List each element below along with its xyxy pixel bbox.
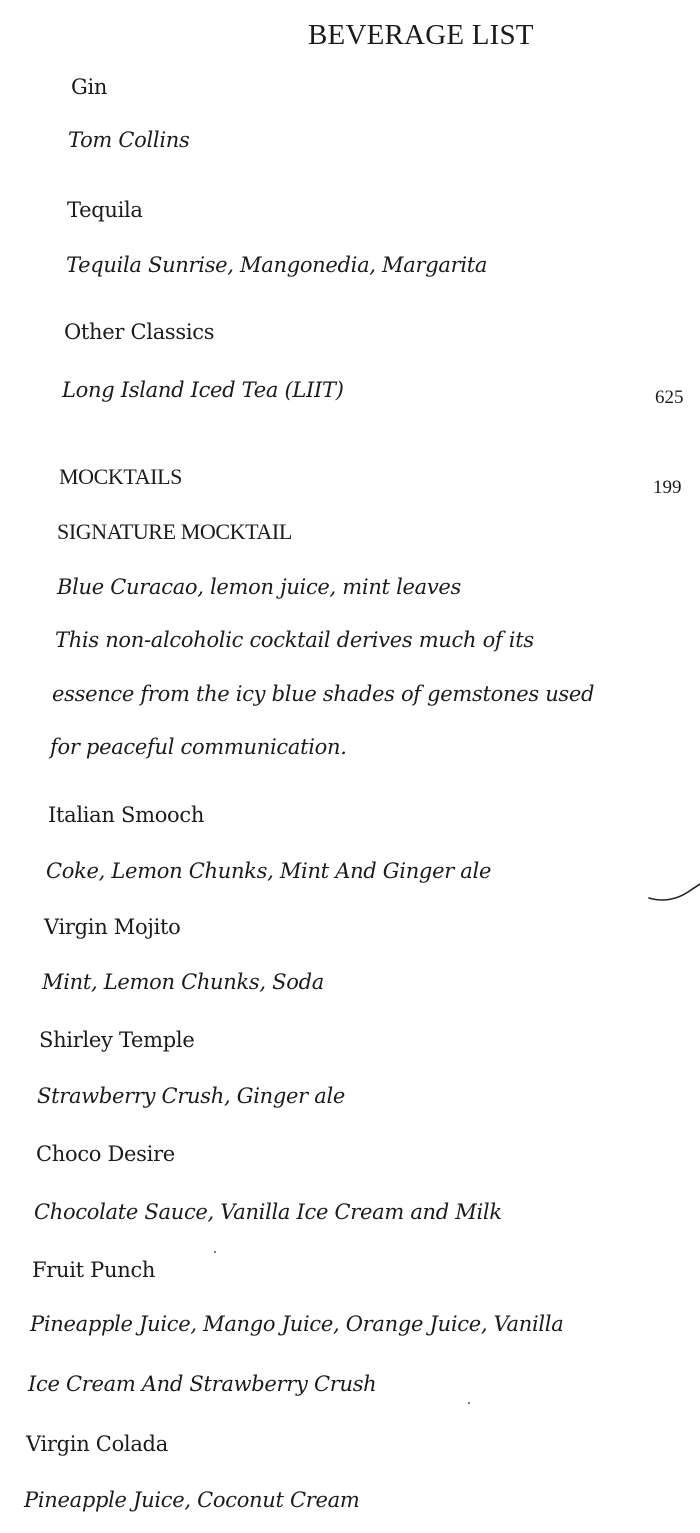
item-ingredients-italian-smooch: Coke, Lemon Chunks, Mint And Ginger ale (46, 859, 492, 883)
signature-mocktail-ingredients: Blue Curacao, lemon juice, mint leaves (57, 575, 461, 599)
tequila-items: Tequila Sunrise, Mangonedia, Margarita (66, 253, 488, 277)
signature-description-line-1: This non-alcoholic cocktail derives much of its (55, 628, 534, 652)
signature-description-line-2: essence from the icy blue shades of gemstones used (52, 682, 595, 706)
item-ingredients-choco-desire: Chocolate Sauce, Vanilla Ice Cream and Milk (34, 1200, 502, 1224)
scan-speck (214, 1251, 216, 1253)
other-classics-heading: Other Classics (64, 320, 215, 344)
other-classics-price: 625 (655, 387, 684, 408)
item-ingredients-fruit-punch-line-1: Pineapple Juice, Mango Juice, Orange Juice, Vanilla (30, 1312, 564, 1336)
item-ingredients-virgin-mojito: Mint, Lemon Chunks, Soda (42, 970, 324, 994)
mocktails-price: 199 (653, 477, 682, 498)
tequila-heading: Tequila (67, 198, 143, 222)
signature-mocktail-heading: SIGNATURE MOCKTAIL (57, 519, 292, 544)
item-name-choco-desire: Choco Desire (36, 1142, 175, 1166)
item-ingredients-shirley-temple: Strawberry Crush, Ginger ale (37, 1084, 345, 1108)
item-name-fruit-punch: Fruit Punch (32, 1258, 156, 1282)
gin-heading: Gin (71, 75, 108, 99)
item-name-italian-smooch: Italian Smooch (48, 803, 205, 827)
other-classics-items: Long Island Iced Tea (LIIT) (62, 378, 344, 402)
item-name-virgin-colada: Virgin Colada (26, 1432, 168, 1456)
signature-description-line-3: for peaceful communication. (50, 735, 347, 759)
item-name-virgin-mojito: Virgin Mojito (44, 915, 181, 939)
pen-tick-mark (648, 878, 700, 908)
menu-title: BEVERAGE LIST (308, 19, 534, 51)
item-ingredients-fruit-punch-line-2: Ice Cream And Strawberry Crush (28, 1372, 377, 1396)
item-name-shirley-temple: Shirley Temple (39, 1028, 195, 1052)
item-ingredients-virgin-colada: Pineapple Juice, Coconut Cream (24, 1488, 360, 1512)
mocktails-heading: MOCKTAILS (59, 464, 182, 489)
scan-speck (468, 1402, 470, 1404)
gin-items: Tom Collins (68, 128, 190, 152)
